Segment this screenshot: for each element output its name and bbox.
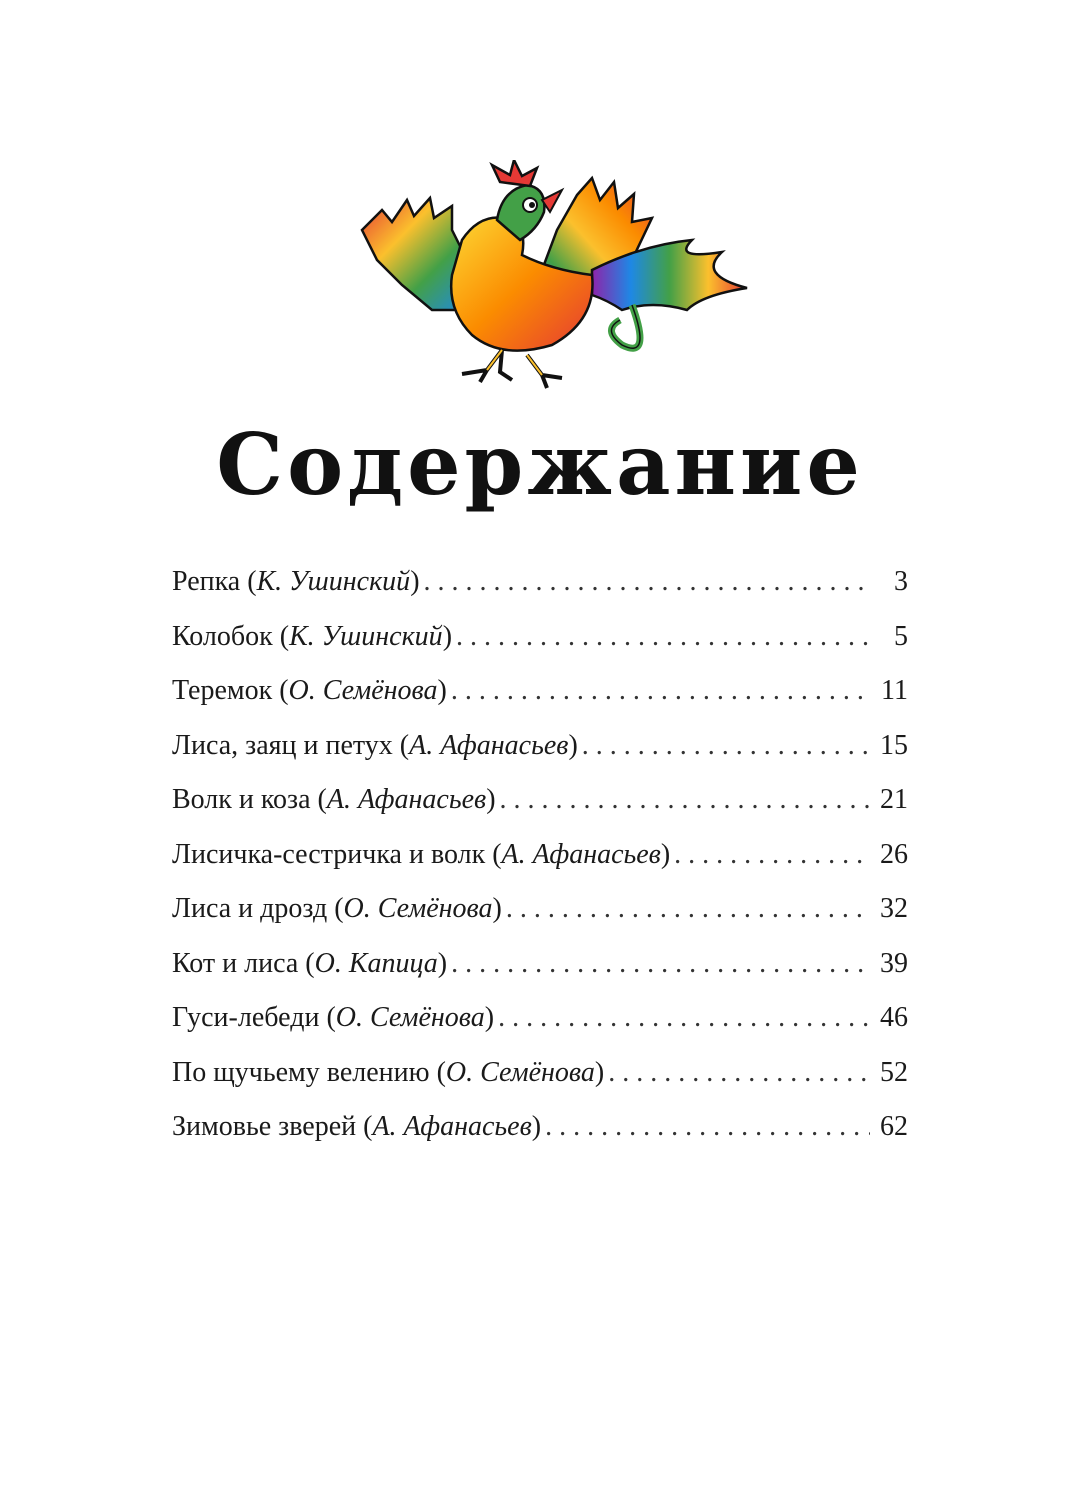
page-number: 5 <box>894 620 908 652</box>
page-number: 15 <box>880 729 908 761</box>
story-title: Колобок <box>172 620 273 652</box>
story-title: Лиса, заяц и петух <box>172 729 393 761</box>
page-number: 46 <box>880 1002 908 1033</box>
dot-leader <box>582 730 870 762</box>
dot-leader <box>451 675 870 707</box>
toc-entry[interactable]: Кот и лиса (О. Капица) . . . 39 <box>172 948 908 1003</box>
story-title: Зимовье зверей <box>172 1111 357 1142</box>
dot-leader <box>456 621 870 653</box>
page-number: 52 <box>880 1056 908 1088</box>
page-title: Содержание <box>216 415 864 514</box>
dot-leader <box>506 893 870 925</box>
toc-entry[interactable]: Лиса и дрозд (О. Семёнова) . . . 32 <box>172 893 908 948</box>
story-author: А. Афанасьев <box>409 729 569 761</box>
story-title: Теремок <box>172 675 273 706</box>
story-author: О. Семёнова <box>335 1002 485 1033</box>
story-title: Лисичка-сестричка и волк <box>172 838 486 870</box>
story-author: О. Семёнова <box>288 675 438 706</box>
dot-leader <box>674 839 870 871</box>
story-title: По щучьему велению <box>172 1056 430 1088</box>
story-title: Волк и коза <box>172 784 311 815</box>
page-number: 3 <box>894 566 908 597</box>
page-number: 62 <box>880 1111 908 1142</box>
story-author: О. Семёнова <box>445 1056 595 1088</box>
story-author: А. Афанасьев <box>326 784 487 815</box>
dot-leader <box>424 566 870 598</box>
page-number: 11 <box>881 675 908 706</box>
toc-entry[interactable]: Колобок (К. Ушинский) . . . 5 <box>172 621 908 676</box>
page-number: 21 <box>880 784 908 815</box>
story-author: О. Семёнова <box>343 893 493 924</box>
dot-leader <box>498 1002 870 1034</box>
firebird-rooster-icon <box>352 160 752 392</box>
story-title: Гуси-лебеди <box>172 1002 320 1033</box>
toc-entry[interactable]: Лисичка-сестричка и волк (А. Афанасьев) . . . 26 <box>172 839 908 894</box>
story-author: А. Афанасьев <box>372 1111 532 1142</box>
toc-entry[interactable]: Гуси-лебеди (О. Семёнова) . . . 46 <box>172 1002 908 1057</box>
story-title: Лиса и дрозд <box>172 893 328 924</box>
dot-leader <box>500 784 870 816</box>
table-of-contents <box>172 566 908 1166</box>
toc-entry[interactable]: Лиса, заяц и петух (А. Афанасьев) . . . 15 <box>172 730 908 785</box>
toc-entry[interactable]: Теремок (О. Семёнова) . . . 11 <box>172 675 908 730</box>
story-title: Кот и лиса <box>172 947 299 979</box>
toc-entry[interactable]: Волк и коза (А. Афанасьев) . . . 21 <box>172 784 908 839</box>
page-number: 32 <box>880 893 908 924</box>
page-number: 26 <box>880 838 908 870</box>
toc-entry[interactable]: По щучьему велению (О. Семёнова) . . . 52 <box>172 1057 908 1112</box>
story-author: К. Ушинский <box>256 566 411 597</box>
dot-leader <box>608 1057 870 1089</box>
dot-leader <box>545 1111 870 1143</box>
story-author: К. Ушинский <box>289 620 443 652</box>
toc-entry[interactable]: Репка (К. Ушинский) . . . 3 <box>172 566 908 621</box>
story-author: О. Капица <box>314 947 438 979</box>
dot-leader <box>451 948 870 980</box>
story-author: А. Афанасьев <box>501 838 661 870</box>
toc-entry[interactable]: Зимовье зверей (А. Афанасьев) . . . 62 <box>172 1111 908 1166</box>
page-number: 39 <box>880 947 908 979</box>
story-title: Репка <box>172 566 241 597</box>
